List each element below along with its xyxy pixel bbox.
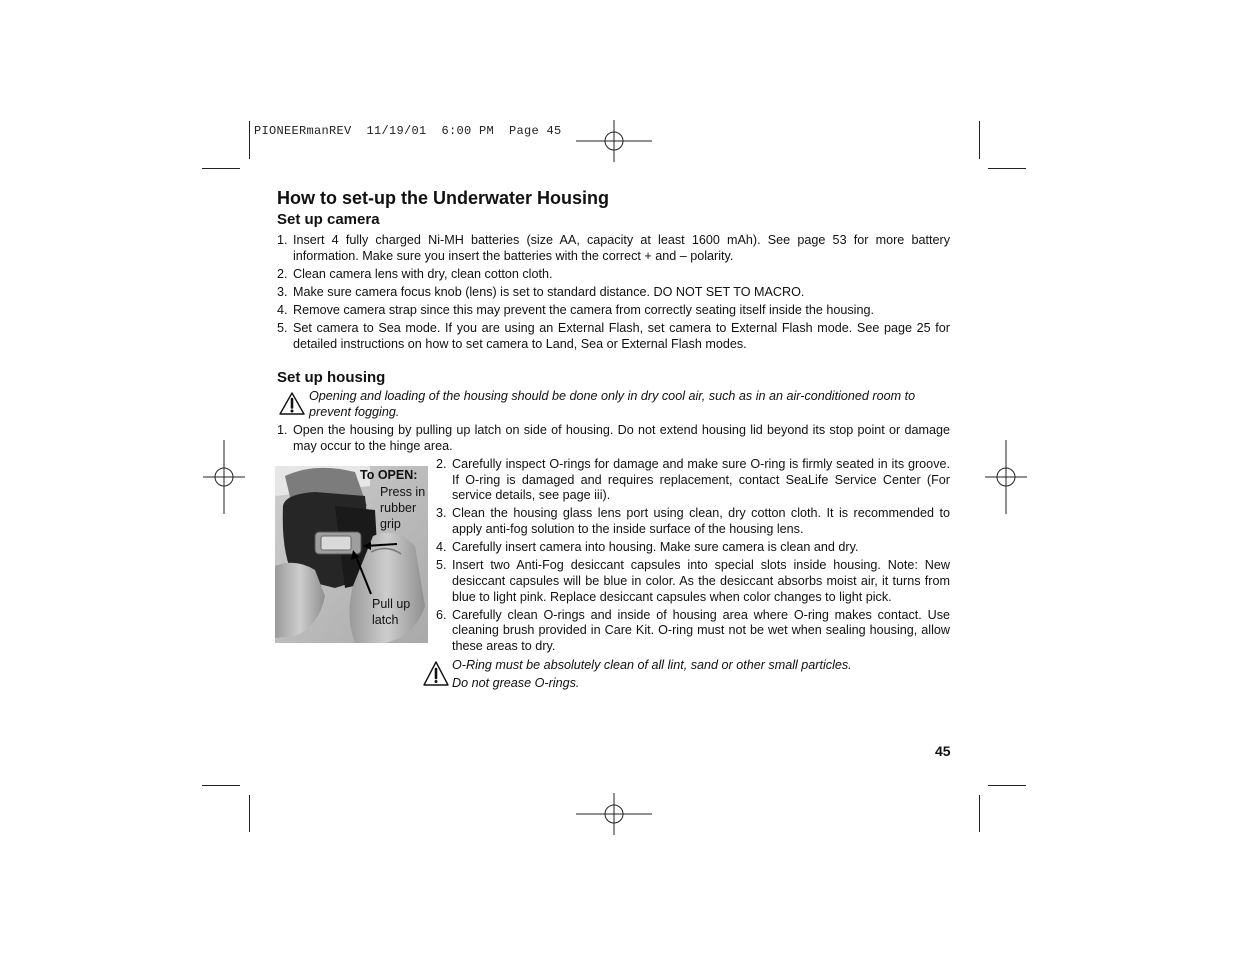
crop-mark <box>202 168 240 169</box>
registration-mark-right <box>985 440 1027 514</box>
crop-mark <box>979 795 980 832</box>
crop-mark <box>249 121 250 159</box>
list-item: 1. Insert 4 fully charged Ni-MH batteries (size AA, capacity at least 1600 mAh). See page 53 for more battery information. Make sure you insert the batteries with the correct + and – polarity. <box>277 233 950 263</box>
list-item: 5. Set camera to Sea mode. If you are using an External Flash, set camera to External Flash mode. See page 25 for detailed instructions on how to set camera to Land, Sea or External Flash modes. <box>277 321 950 351</box>
crop-mark <box>202 785 240 786</box>
list-item: 6. Carefully clean O-rings and inside of housing area where O-ring makes contact. Use cleaning brush provided in Care Kit. O-ring must not be wet when sealing housing, allow these areas to dry. <box>436 607 950 653</box>
photo-label-press: Press in <box>380 485 426 499</box>
warning-note-fogging: Opening and loading of the housing should be done only in dry cool air, such as in an air-conditioned room to prevent fogging. <box>309 389 916 419</box>
crop-mark <box>979 121 980 159</box>
warning-icon <box>279 392 305 416</box>
print-slug: PIONEERmanREV 11/19/01 6:00 PM Page 45 <box>254 124 562 138</box>
page-number: 45 <box>935 743 951 759</box>
list-item: 1. Open the housing by pulling up latch on side of housing. Do not extend housing lid beyond its stop point or damage may occur to the hinge area. <box>277 423 950 453</box>
photo-label-pull: latch <box>372 613 399 627</box>
crop-mark <box>988 168 1026 169</box>
photo-label-to-open: To OPEN: <box>360 468 418 482</box>
warning-icon <box>423 661 449 687</box>
photo-label-press: grip <box>380 517 401 531</box>
housing-step-1 <box>277 423 950 457</box>
list-item: 3. Make sure camera focus knob (lens) is set to standard distance. DO NOT SET TO MACRO. <box>277 284 805 299</box>
housing-latch-photo <box>275 466 428 643</box>
warning-note-grease: Do not grease O-rings. <box>452 676 580 690</box>
camera-steps-list <box>277 233 950 355</box>
list-item: 2. Clean camera lens with dry, clean cotton cloth. <box>277 266 553 281</box>
photo-label-press: rubber <box>380 501 417 515</box>
section-heading-housing: Set up housing <box>277 369 386 386</box>
warning-note-oring: O-Ring must be absolutely clean of all lint, sand or other small particles. <box>452 658 852 672</box>
registration-mark-left <box>203 440 245 514</box>
list-item: 5. Insert two Anti-Fog desiccant capsules into special slots inside housing. Note: New desiccant capsules will be blue in color. As the desiccant absorbs moist air, it turns from blue to light pink. Replace desiccant capsules when color changes to light pick. <box>436 558 950 604</box>
crop-mark <box>249 795 250 832</box>
list-item: 3. Clean the housing glass lens port using clean, dry cotton cloth. It is recommended to apply anti-fog solution to the inside surface of the housing lens. <box>436 506 950 536</box>
list-item: 2. Carefully inspect O-rings for damage and make sure O-ring is firmly seated in its groove. If O-ring is damaged and requires replacement, contact SeaLife Service Center (For service details, see page iii). <box>436 457 950 503</box>
page-title: How to set-up the Underwater Housing <box>277 188 610 208</box>
photo-label-pull: Pull up <box>372 597 411 611</box>
section-heading-camera: Set up camera <box>277 211 380 228</box>
list-item: 4. Remove camera strap since this may prevent the camera from correctly seating itself inside the housing. <box>277 303 874 318</box>
list-item: 4. Carefully insert camera into housing. Make sure camera is clean and dry. <box>436 540 859 555</box>
housing-steps-list <box>436 457 950 657</box>
crop-mark <box>988 785 1026 786</box>
registration-mark-top <box>576 120 652 162</box>
registration-mark-bottom <box>576 793 652 835</box>
